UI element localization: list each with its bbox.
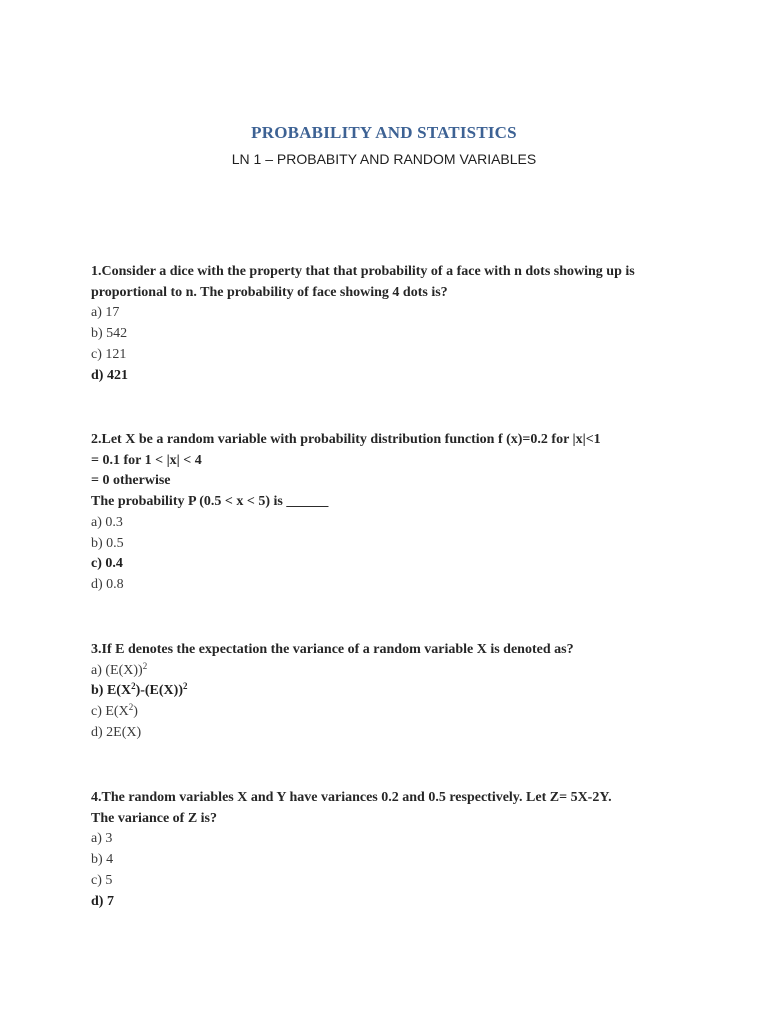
option-d: d) 2E(X) — [91, 724, 142, 740]
superscript: 2 — [182, 681, 188, 692]
option-a: a) 17 — [91, 305, 120, 321]
question-text-line: 4.The random variables X and Y have variances 0.2 and 0.5 respectively. Let Z= 5X-2Y. — [91, 790, 612, 805]
option-a: a) 0.3 — [91, 514, 123, 530]
option-text: )-(E(X)) — [135, 683, 183, 699]
option-b: b) 0.5 — [91, 535, 124, 551]
option-text: ) — [133, 704, 138, 720]
superscript: 2 — [142, 660, 148, 671]
option-text: a) (E(X)) — [91, 662, 143, 678]
option-d: d) 0.8 — [91, 576, 124, 592]
page-title: PROBABILITY AND STATISTICS — [251, 123, 517, 142]
question-text-line: 2.Let X be a random variable with probability distribution function f (x)=0.2 for |x|<1 — [91, 432, 601, 447]
option-text: c) E(X — [91, 704, 129, 720]
question-1 — [91, 262, 691, 386]
option-c: c) 5 — [91, 872, 113, 888]
question-text-line: = 0 otherwise — [91, 473, 171, 489]
option-c — [91, 702, 691, 723]
page-subtitle: LN 1 – PROBABITY AND RANDOM VARIABLES — [231, 151, 537, 167]
option-d-correct: d) 421 — [91, 367, 128, 383]
superscript: 2 — [131, 681, 136, 692]
option-b: b) 4 — [91, 852, 114, 868]
question-text-line: 1.Consider a dice with the property that that probability of a face with n dots showing up is — [91, 264, 635, 279]
option-a: a) 3 — [91, 831, 113, 847]
option-text: b) E(X — [91, 683, 132, 699]
question-text-line: proportional to n. The probability of face showing 4 dots is? — [91, 284, 448, 300]
question-text-line: 3.If E denotes the expectation the variance of a random variable X is denoted as? — [91, 642, 574, 657]
option-d-correct: d) 7 — [91, 893, 114, 909]
superscript: 2 — [128, 702, 134, 713]
option-a — [91, 661, 691, 682]
option-c: c) 121 — [91, 346, 127, 362]
question-text-line: The variance of Z is? — [91, 810, 217, 826]
question-text-line: = 0.1 for 1 < |x| < 4 — [91, 452, 202, 468]
question-3 — [91, 640, 691, 744]
question-4 — [91, 788, 691, 912]
question-2 — [91, 430, 691, 596]
option-c-correct: c) 0.4 — [91, 556, 123, 572]
option-b: b) 542 — [91, 326, 128, 342]
option-b-correct — [91, 681, 691, 702]
question-text-line: The probability P (0.5 < x < 5) is ______ — [91, 494, 329, 510]
